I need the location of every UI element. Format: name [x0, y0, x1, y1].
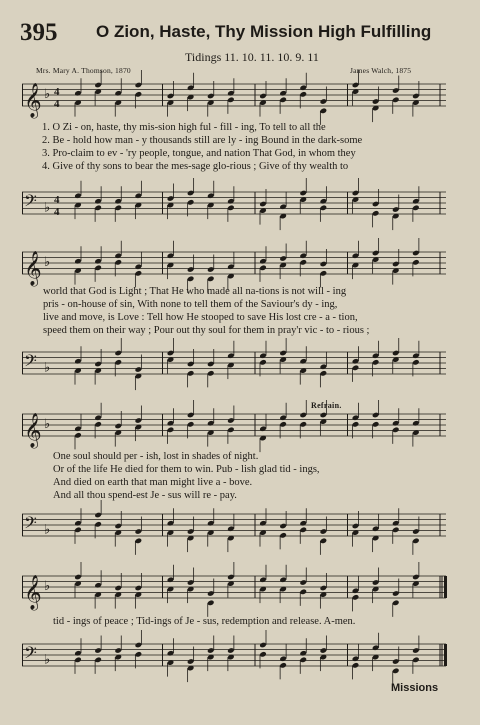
bass-clef: 𝄢 [24, 512, 37, 537]
time-signature-top: 4 [54, 194, 60, 206]
treble-staff [22, 408, 446, 452]
bass-clef: 𝄢 [24, 350, 37, 375]
key-signature-flat: ♭ [44, 360, 51, 376]
time-signature-bottom: 4 [54, 206, 60, 218]
lyric-line: world that God is Light ; That He who made all na-tions is not will - ing [43, 286, 347, 297]
lyric-line: pris - on-house of sin, With none to tell them of the Saviour's dy - ing, [43, 299, 338, 310]
lyric-line: And died on earth that man might live a - bove. [53, 477, 253, 488]
key-signature-flat: ♭ [44, 652, 51, 668]
key-signature-flat: ♭ [44, 522, 51, 538]
key-signature-flat: ♭ [44, 417, 51, 432]
lyric-line: 1. O Zi - on, haste, thy mis-sion high ful - fill - ing, To tell to all the [42, 122, 326, 133]
treble-staff [22, 78, 446, 122]
key-signature-flat: ♭ [44, 255, 51, 270]
lyric-line: tid - ings of peace ; Tid-ings of Je - sus, redemption and release. A-men. [53, 616, 356, 627]
key-signature-flat: ♭ [44, 200, 51, 216]
bass-clef: 𝄢 [24, 190, 37, 215]
treble-clef: 𝄞 [24, 83, 42, 118]
lyric-line: speed them on their way ; Pour out thy soul for them in pray'r vic - to - rious ; [43, 325, 370, 336]
lyric-line: One soul should per - ish, lost in shades of night. [53, 451, 259, 462]
treble-clef: 𝄞 [24, 251, 42, 286]
treble-staff [22, 570, 446, 614]
lyric-line: 4. Give of thy sons to bear the mes-sage glo-rious ; Give of thy wealth to [42, 161, 349, 172]
bass-staff [22, 346, 446, 390]
time-signature-bottom: 4 [54, 98, 60, 110]
bass-staff [22, 638, 446, 682]
treble-clef: 𝄞 [24, 575, 42, 610]
composer-credit: James Walch, 1875 [350, 66, 412, 75]
lyric-line: 2. Be - hold how man - y thousands still are ly - ing Bound in the dark-some [42, 135, 363, 146]
key-signature-flat: ♭ [44, 87, 51, 102]
bass-clef: 𝄢 [24, 642, 37, 667]
key-signature-flat: ♭ [44, 579, 51, 594]
treble-staff [22, 246, 446, 290]
bass-staff [22, 508, 446, 552]
time-signature-top: 4 [54, 86, 60, 98]
hymn-number: 395 [20, 19, 58, 46]
bass-staff [22, 186, 446, 230]
lyric-line: 3. Pro-claim to ev - 'ry people, tongue, and nation That God, in whom they [42, 148, 356, 159]
lyric-line: live and move, is Love : Tell how He stooped to save His lost cre - a - tion, [43, 312, 358, 323]
tune-line: Tidings 11. 10. 11. 10. 9. 11 [185, 50, 319, 64]
lyric-line: And all thou spend-est Je - sus will re - pay. [53, 490, 237, 501]
lyric-line: Or of the life He died for them to win. Pub - lish glad tid - ings, [53, 464, 320, 475]
author-credit: Mrs. Mary A. Thomson, 1870 [36, 66, 131, 75]
section-footer: Missions [391, 682, 439, 694]
hymn-title: O Zion, Haste, Thy Mission High Fulfilling [96, 22, 432, 41]
treble-clef: 𝄞 [24, 413, 42, 448]
refrain-label: Refrain. [311, 401, 342, 410]
